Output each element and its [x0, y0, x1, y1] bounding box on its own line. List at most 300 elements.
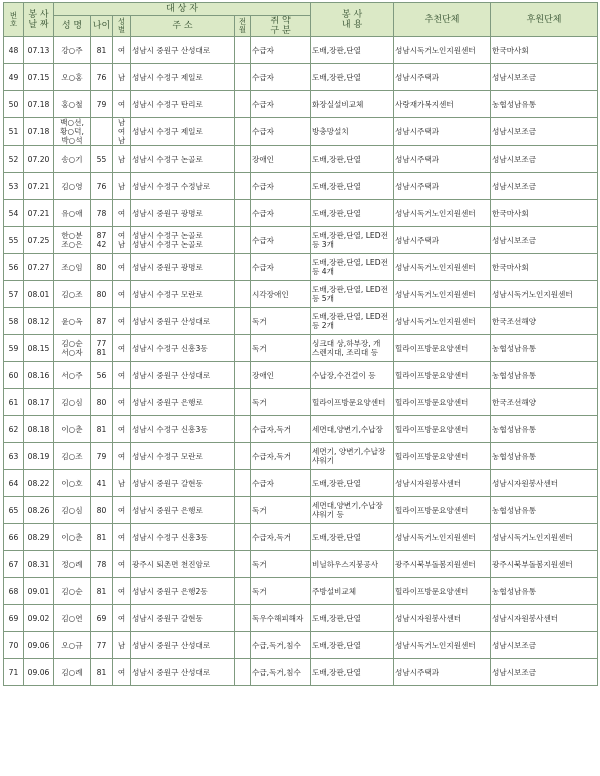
sex-cell: 남 — [113, 173, 131, 200]
table-row — [4, 497, 598, 524]
volunteer-record-table — [3, 2, 598, 686]
name-cell: 김○연 — [54, 605, 91, 632]
date-cell: 08.22 — [24, 470, 54, 497]
sponsor-cell: 농협성남유통 — [491, 578, 598, 605]
content-cell: 방충망설치 — [311, 118, 394, 146]
age-cell: 80 — [91, 497, 113, 524]
age-cell: 80 — [91, 389, 113, 416]
address-cell: 성남시 중원구 산성대로 — [131, 362, 235, 389]
content-cell: 도배,장판,단열 — [311, 470, 394, 497]
header-age: 나이 — [91, 16, 113, 37]
name-cell: 이○춘 — [54, 416, 91, 443]
category-cell: 장애인 — [251, 146, 311, 173]
tenure-cell — [235, 308, 251, 335]
recommender-cell: 성남시주택과 — [394, 659, 491, 686]
category-cell: 수급자 — [251, 470, 311, 497]
sex-cell: 여 — [113, 578, 131, 605]
name-cell: 김○심 — [54, 497, 91, 524]
table-row — [4, 37, 598, 64]
category-cell: 수급자,독거 — [251, 524, 311, 551]
name-cell: 정○례 — [54, 551, 91, 578]
tenure-cell — [235, 254, 251, 281]
row-number-cell: 49 — [4, 64, 24, 91]
address-cell: 성남시 중원구 광명로 — [131, 200, 235, 227]
date-cell: 08.17 — [24, 389, 54, 416]
name-cell: 강○주 — [54, 37, 91, 64]
date-cell: 08.26 — [24, 497, 54, 524]
category-cell: 독거 — [251, 335, 311, 362]
table-row — [4, 118, 598, 146]
name-cell: 조○임 — [54, 254, 91, 281]
sponsor-cell: 성남시보조금 — [491, 659, 598, 686]
category-cell: 독우수해피해자 — [251, 605, 311, 632]
recommender-cell: 힐라이프방문요양센터 — [394, 335, 491, 362]
age-cell: 80 — [91, 254, 113, 281]
table-row — [4, 64, 598, 91]
sponsor-cell: 농협성남유통 — [491, 91, 598, 118]
table-row — [4, 551, 598, 578]
sex-cell: 여 — [113, 524, 131, 551]
content-cell: 도배,장판,단열 — [311, 146, 394, 173]
category-cell: 수급자,독거 — [251, 416, 311, 443]
row-number-cell: 67 — [4, 551, 24, 578]
table-row — [4, 389, 598, 416]
row-number-cell: 62 — [4, 416, 24, 443]
sex-cell: 여 — [113, 254, 131, 281]
sponsor-cell: 광주시북부돌봄지원센터 — [491, 551, 598, 578]
age-cell: 56 — [91, 362, 113, 389]
sponsor-cell: 성남시보조금 — [491, 632, 598, 659]
recommender-cell: 성남시자원봉사센터 — [394, 470, 491, 497]
header-address: 주 소 — [131, 16, 235, 37]
name-cell: 김○영 — [54, 173, 91, 200]
address-cell: 성남시 수정구 탄리로 — [131, 91, 235, 118]
sponsor-cell: 성남시자원봉사센터 — [491, 470, 598, 497]
table-row — [4, 254, 598, 281]
date-cell: 07.20 — [24, 146, 54, 173]
recommender-cell: 성남시주택과 — [394, 173, 491, 200]
header-no: 번 호 — [4, 3, 24, 37]
name-cell: 서○주 — [54, 362, 91, 389]
category-cell: 수급자 — [251, 37, 311, 64]
age-cell: 81 — [91, 578, 113, 605]
age-cell: 77 — [91, 632, 113, 659]
age-cell: 77 81 — [91, 335, 113, 362]
sponsor-cell: 농협성남유통 — [491, 335, 598, 362]
age-cell: 76 — [91, 173, 113, 200]
row-number-cell: 53 — [4, 173, 24, 200]
table-row — [4, 91, 598, 118]
row-number-cell: 59 — [4, 335, 24, 362]
name-cell: 송○기 — [54, 146, 91, 173]
age-cell: 79 — [91, 91, 113, 118]
recommender-cell: 성남시주택과 — [394, 227, 491, 254]
recommender-cell: 사랑재가복지센터 — [394, 91, 491, 118]
tenure-cell — [235, 389, 251, 416]
table-row — [4, 281, 598, 308]
sponsor-cell: 성남시보조금 — [491, 146, 598, 173]
date-cell: 08.29 — [24, 524, 54, 551]
header-name: 성 명 — [54, 16, 91, 37]
content-cell: 도배,장판,단열 — [311, 37, 394, 64]
sponsor-cell: 한국마사회 — [491, 200, 598, 227]
age-cell: 78 — [91, 200, 113, 227]
name-cell: 김○순 서○자 — [54, 335, 91, 362]
age-cell: 81 — [91, 524, 113, 551]
content-cell: 수납장,수건걸이 등 — [311, 362, 394, 389]
category-cell: 독거 — [251, 578, 311, 605]
tenure-cell — [235, 281, 251, 308]
header-sex: 성 별 — [113, 16, 131, 37]
sponsor-cell: 농협성남유통 — [491, 416, 598, 443]
date-cell: 07.25 — [24, 227, 54, 254]
sponsor-cell: 성남시독거노인지원센터 — [491, 281, 598, 308]
address-cell: 성남시 중원구 갈현동 — [131, 470, 235, 497]
tenure-cell — [235, 200, 251, 227]
sex-cell: 남 여 남 — [113, 118, 131, 146]
sex-cell: 여 — [113, 605, 131, 632]
sponsor-cell: 농협성남유통 — [491, 497, 598, 524]
header-content: 봉 사 내 용 — [311, 3, 394, 37]
recommender-cell: 힐라이프방문요양센터 — [394, 416, 491, 443]
date-cell: 07.13 — [24, 37, 54, 64]
sex-cell: 여 — [113, 416, 131, 443]
date-cell: 08.18 — [24, 416, 54, 443]
table-row — [4, 632, 598, 659]
recommender-cell: 성남시독거노인지원센터 — [394, 281, 491, 308]
table-row — [4, 470, 598, 497]
age-cell: 69 — [91, 605, 113, 632]
category-cell: 독거 — [251, 551, 311, 578]
row-number-cell: 69 — [4, 605, 24, 632]
row-number-cell: 65 — [4, 497, 24, 524]
row-number-cell: 52 — [4, 146, 24, 173]
name-cell: 김○순 — [54, 578, 91, 605]
tenure-cell — [235, 362, 251, 389]
category-cell: 수급자 — [251, 118, 311, 146]
sex-cell: 여 — [113, 362, 131, 389]
sponsor-cell: 성남시보조금 — [491, 227, 598, 254]
sponsor-cell: 한국조선해양 — [491, 308, 598, 335]
name-cell: 백○선, 황○덕, 박○석 — [54, 118, 91, 146]
date-cell: 08.16 — [24, 362, 54, 389]
content-cell: 도배,장판,단열, LED전 등 3개 — [311, 227, 394, 254]
address-cell: 성남시 수정구 신흥3동 — [131, 524, 235, 551]
table-row — [4, 524, 598, 551]
age-cell: 81 — [91, 659, 113, 686]
content-cell: 세면대,양변기,수납장 샤워기 등 — [311, 497, 394, 524]
sex-cell: 남 — [113, 632, 131, 659]
category-cell: 수급자 — [251, 254, 311, 281]
address-cell: 성남시 중원구 은행로 — [131, 497, 235, 524]
name-cell: 김○례 — [54, 659, 91, 686]
name-cell: 이○호 — [54, 470, 91, 497]
category-cell: 수급자 — [251, 91, 311, 118]
age-cell: 78 — [91, 551, 113, 578]
table-row — [4, 227, 598, 254]
recommender-cell: 성남시독거노인지원센터 — [394, 37, 491, 64]
category-cell: 장애인 — [251, 362, 311, 389]
address-cell: 성남시 중원구 갈현동 — [131, 605, 235, 632]
tenure-cell — [235, 659, 251, 686]
table-row — [4, 146, 598, 173]
row-number-cell: 63 — [4, 443, 24, 470]
recommender-cell: 힐라이프방문요양센터 — [394, 362, 491, 389]
sex-cell: 여 — [113, 37, 131, 64]
date-cell: 08.31 — [24, 551, 54, 578]
content-cell: 도배,장판,단열 — [311, 632, 394, 659]
sponsor-cell: 한국마사회 — [491, 37, 598, 64]
sex-cell: 여 — [113, 551, 131, 578]
table-row — [4, 605, 598, 632]
name-cell: 김○조 — [54, 443, 91, 470]
row-number-cell: 70 — [4, 632, 24, 659]
header-target-group: 대 상 자 — [54, 3, 311, 16]
tenure-cell — [235, 524, 251, 551]
content-cell: 도배,장판,단열 — [311, 200, 394, 227]
sponsor-cell: 성남시보조금 — [491, 118, 598, 146]
row-number-cell: 50 — [4, 91, 24, 118]
recommender-cell: 성남시주택과 — [394, 146, 491, 173]
table-row — [4, 200, 598, 227]
address-cell: 성남시 수정구 모란로 — [131, 443, 235, 470]
category-cell: 수급,독거,침수 — [251, 659, 311, 686]
recommender-cell: 성남시독거노인지원센터 — [394, 308, 491, 335]
tenure-cell — [235, 605, 251, 632]
address-cell: 성남시 수정구 신흥3동 — [131, 416, 235, 443]
recommender-cell: 성남시자원봉사센터 — [394, 605, 491, 632]
content-cell: 싱크대 상,하부장, 개 스렌지대, 조리대 등 — [311, 335, 394, 362]
name-cell: 한○분 조○은 — [54, 227, 91, 254]
tenure-cell — [235, 227, 251, 254]
age-cell: 87 — [91, 308, 113, 335]
row-number-cell: 48 — [4, 37, 24, 64]
address-cell: 성남시 중원구 산성대로 — [131, 659, 235, 686]
sex-cell: 여 — [113, 91, 131, 118]
category-cell: 시각장애인 — [251, 281, 311, 308]
name-cell: 오○홍 — [54, 64, 91, 91]
name-cell: 오○규 — [54, 632, 91, 659]
header-sponsor: 후원단체 — [491, 3, 598, 37]
row-number-cell: 64 — [4, 470, 24, 497]
recommender-cell: 힐라이프방문요양센터 — [394, 497, 491, 524]
table-row — [4, 335, 598, 362]
age-cell: 81 — [91, 416, 113, 443]
sex-cell: 여 — [113, 281, 131, 308]
date-cell: 07.21 — [24, 173, 54, 200]
category-cell: 수급,독거,침수 — [251, 632, 311, 659]
category-cell: 수급자 — [251, 200, 311, 227]
table-row — [4, 416, 598, 443]
sex-cell: 여 — [113, 389, 131, 416]
name-cell: 이○춘 — [54, 524, 91, 551]
sponsor-cell: 성남시자원봉사센터 — [491, 605, 598, 632]
row-number-cell: 57 — [4, 281, 24, 308]
age-cell: 81 — [91, 37, 113, 64]
address-cell: 광주시 퇴촌면 천진암로 — [131, 551, 235, 578]
category-cell: 수급자 — [251, 64, 311, 91]
name-cell: 홍○철 — [54, 91, 91, 118]
row-number-cell: 61 — [4, 389, 24, 416]
sponsor-cell: 한국조선해양 — [491, 389, 598, 416]
recommender-cell: 광주시북부돌봄지원센터 — [394, 551, 491, 578]
header-tenure: 전 월 — [235, 16, 251, 37]
date-cell: 09.01 — [24, 578, 54, 605]
category-cell: 독거 — [251, 497, 311, 524]
sponsor-cell: 농협성남유통 — [491, 443, 598, 470]
tenure-cell — [235, 146, 251, 173]
tenure-cell — [235, 173, 251, 200]
name-cell: 유○애 — [54, 200, 91, 227]
date-cell: 09.06 — [24, 659, 54, 686]
name-cell: 윤○옥 — [54, 308, 91, 335]
tenure-cell — [235, 578, 251, 605]
recommender-cell: 성남시독거노인지원센터 — [394, 632, 491, 659]
sex-cell: 여 남 — [113, 227, 131, 254]
date-cell: 08.19 — [24, 443, 54, 470]
address-cell: 성남시 수정구 수정남로 — [131, 173, 235, 200]
address-cell: 성남시 수정구 제일로 — [131, 64, 235, 91]
category-cell: 수급자,독거 — [251, 443, 311, 470]
sponsor-cell: 성남시보조금 — [491, 64, 598, 91]
date-cell: 07.18 — [24, 91, 54, 118]
header-category: 취 약 구 분 — [251, 16, 311, 37]
recommender-cell: 성남시독거노인지원센터 — [394, 200, 491, 227]
table-row — [4, 578, 598, 605]
row-number-cell: 58 — [4, 308, 24, 335]
age-cell: 76 — [91, 64, 113, 91]
category-cell: 독거 — [251, 308, 311, 335]
recommender-cell: 힐라이프방문요양센터 — [394, 578, 491, 605]
content-cell: 도배,장판,단열, LED전 등 4개 — [311, 254, 394, 281]
date-cell: 08.15 — [24, 335, 54, 362]
recommender-cell: 힐라이프방문요양센터 — [394, 389, 491, 416]
row-number-cell: 71 — [4, 659, 24, 686]
category-cell: 수급자 — [251, 227, 311, 254]
content-cell: 도배,장판,단열 — [311, 64, 394, 91]
age-cell: 79 — [91, 443, 113, 470]
recommender-cell: 힐라이프방문요양센터 — [394, 443, 491, 470]
table-row — [4, 308, 598, 335]
sex-cell: 여 — [113, 659, 131, 686]
address-cell: 성남시 수정구 신흥3동 — [131, 335, 235, 362]
category-cell: 수급자 — [251, 173, 311, 200]
date-cell: 07.27 — [24, 254, 54, 281]
age-cell: 41 — [91, 470, 113, 497]
tenure-cell — [235, 497, 251, 524]
content-cell: 주방설비교체 — [311, 578, 394, 605]
tenure-cell — [235, 443, 251, 470]
tenure-cell — [235, 37, 251, 64]
sex-cell: 여 — [113, 497, 131, 524]
address-cell: 성남시 중원구 산성대로 — [131, 308, 235, 335]
tenure-cell — [235, 470, 251, 497]
table-row — [4, 173, 598, 200]
header-date: 봉 사 날 짜 — [24, 3, 54, 37]
row-number-cell: 51 — [4, 118, 24, 146]
content-cell: 도배,장판,단열, LED전 등 2개 — [311, 308, 394, 335]
sex-cell: 남 — [113, 146, 131, 173]
date-cell: 07.15 — [24, 64, 54, 91]
tenure-cell — [235, 335, 251, 362]
content-cell: 힐라이프방문요양센터 — [311, 389, 394, 416]
recommender-cell: 성남시독거노인지원센터 — [394, 254, 491, 281]
content-cell: 비닐하우스지붕공사 — [311, 551, 394, 578]
sponsor-cell: 농협성남유통 — [491, 362, 598, 389]
tenure-cell — [235, 91, 251, 118]
tenure-cell — [235, 551, 251, 578]
row-number-cell: 60 — [4, 362, 24, 389]
name-cell: 김○조 — [54, 281, 91, 308]
row-number-cell: 54 — [4, 200, 24, 227]
address-cell: 성남시 수정구 모란로 — [131, 281, 235, 308]
age-cell: 55 — [91, 146, 113, 173]
address-cell: 성남시 중원구 은행로 — [131, 389, 235, 416]
age-cell: 80 — [91, 281, 113, 308]
sex-cell: 남 — [113, 470, 131, 497]
address-cell: 성남시 수정구 논골로 — [131, 146, 235, 173]
tenure-cell — [235, 64, 251, 91]
category-cell: 독거 — [251, 389, 311, 416]
sex-cell: 여 — [113, 200, 131, 227]
date-cell: 08.12 — [24, 308, 54, 335]
sex-cell: 여 — [113, 308, 131, 335]
date-cell: 07.21 — [24, 200, 54, 227]
sponsor-cell: 성남시독거노인지원센터 — [491, 524, 598, 551]
sex-cell: 남 — [113, 64, 131, 91]
address-cell: 성남시 수정구 제일로 — [131, 118, 235, 146]
tenure-cell — [235, 416, 251, 443]
content-cell: 도배,장판,단열, LED전 등 5개 — [311, 281, 394, 308]
content-cell: 화장실설비교체 — [311, 91, 394, 118]
table-row — [4, 659, 598, 686]
content-cell: 도배,장판,단열 — [311, 659, 394, 686]
volunteer-record-table-wrapper — [3, 2, 597, 686]
age-cell: 87 42 — [91, 227, 113, 254]
recommender-cell: 성남시독거노인지원센터 — [394, 524, 491, 551]
age-cell — [91, 118, 113, 146]
sponsor-cell: 성남시보조금 — [491, 173, 598, 200]
address-cell: 성남시 중원구 광명로 — [131, 254, 235, 281]
date-cell: 09.06 — [24, 632, 54, 659]
content-cell: 세면기, 양변기,수납장 샤워기 — [311, 443, 394, 470]
address-cell: 성남시 중원구 산성대로 — [131, 632, 235, 659]
date-cell: 09.02 — [24, 605, 54, 632]
recommender-cell: 성남시주택과 — [394, 118, 491, 146]
table-row — [4, 443, 598, 470]
tenure-cell — [235, 632, 251, 659]
content-cell: 세면대,양변기,수납장 — [311, 416, 394, 443]
content-cell: 도배,장판,단열 — [311, 605, 394, 632]
row-number-cell: 66 — [4, 524, 24, 551]
tenure-cell — [235, 118, 251, 146]
header-recommender: 추천단체 — [394, 3, 491, 37]
name-cell: 김○심 — [54, 389, 91, 416]
table-row — [4, 362, 598, 389]
sex-cell: 여 — [113, 335, 131, 362]
content-cell: 도배,장판,단열 — [311, 524, 394, 551]
address-cell: 성남시 수정구 논골로 성남시 수정구 논골로 — [131, 227, 235, 254]
date-cell: 08.01 — [24, 281, 54, 308]
row-number-cell: 55 — [4, 227, 24, 254]
sponsor-cell: 한국마사회 — [491, 254, 598, 281]
date-cell: 07.18 — [24, 118, 54, 146]
row-number-cell: 56 — [4, 254, 24, 281]
content-cell: 도배,장판,단열 — [311, 173, 394, 200]
address-cell: 성남시 중원구 은행2동 — [131, 578, 235, 605]
row-number-cell: 68 — [4, 578, 24, 605]
address-cell: 성남시 중원구 산성대로 — [131, 37, 235, 64]
